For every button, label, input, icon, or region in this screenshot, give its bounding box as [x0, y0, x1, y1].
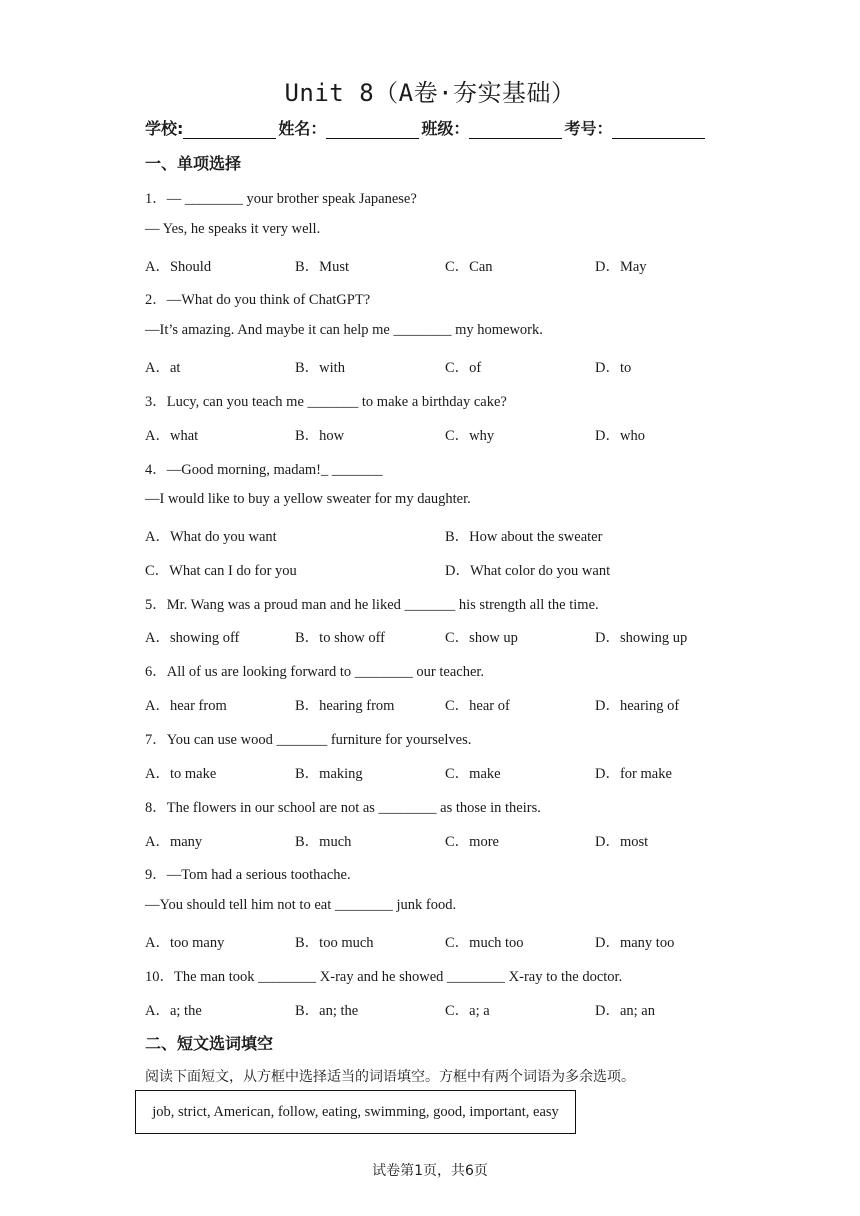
q3-option-b[interactable]: B．how: [295, 428, 345, 444]
q5-option-a[interactable]: A．showing off: [145, 630, 240, 646]
class-label: 班级：: [421, 119, 470, 138]
question-7-stem: 7．You can use wood _______ furniture for yourselves.: [145, 732, 472, 748]
q4-option-d[interactable]: D．What color do you want: [445, 563, 611, 579]
q2-option-c[interactable]: C．of: [445, 360, 482, 376]
q2-option-a[interactable]: A．at: [145, 360, 181, 376]
class-blank: [469, 122, 562, 139]
q8-option-b[interactable]: B．much: [295, 834, 352, 850]
q10-option-c[interactable]: C．a; a: [445, 1003, 490, 1019]
q2-option-d[interactable]: D．to: [595, 360, 632, 376]
q6-option-a[interactable]: A．hear from: [145, 698, 227, 714]
question-2-answer: —It’s amazing. And maybe it can help me ________ my homework.: [145, 322, 543, 338]
page-title: Unit 8（A卷·夯实基础）: [284, 79, 576, 107]
cloze-instruction: 阅读下面短文，从方框中选择适当的词语填空。方框中有两个词语为多余选项。: [145, 1069, 635, 1085]
question-10-stem: 10．The man took ________ X-ray and he showed ________ X-ray to the doctor.: [145, 969, 623, 985]
q4-option-b[interactable]: B．How about the sweater: [445, 529, 603, 545]
q2-option-b[interactable]: B．with: [295, 360, 345, 376]
q7-option-a[interactable]: A．to make: [145, 766, 217, 782]
q9-option-b[interactable]: B．too much: [295, 935, 374, 951]
word-box: [135, 1090, 576, 1134]
q1-option-d[interactable]: D．May: [595, 259, 647, 275]
q1-option-c[interactable]: C．Can: [445, 259, 493, 275]
question-5-stem: 5．Mr. Wang was a proud man and he liked _______ his strength all the time.: [145, 597, 599, 613]
q6-option-c[interactable]: C．hear of: [445, 698, 510, 714]
q1-option-b[interactable]: B．Must: [295, 259, 349, 275]
q9-option-c[interactable]: C．much too: [445, 935, 524, 951]
q8-option-d[interactable]: D．most: [595, 834, 649, 850]
q7-option-c[interactable]: C．make: [445, 766, 501, 782]
student-info-row: [145, 116, 707, 139]
q8-option-c[interactable]: C．more: [445, 834, 499, 850]
q3-option-c[interactable]: C．why: [445, 428, 495, 444]
q7-option-b[interactable]: B．making: [295, 766, 363, 782]
name-blank: [326, 122, 419, 139]
question-2-stem: 2．—What do you think of ChatGPT?: [145, 292, 371, 308]
name-label: 姓名：: [278, 119, 327, 138]
question-9-stem: 9．—Tom had a serious toothache.: [145, 867, 351, 883]
q4-option-c[interactable]: C．What can I do for you: [145, 563, 297, 579]
q10-option-b[interactable]: B．an; the: [295, 1003, 359, 1019]
q5-option-d[interactable]: D．showing up: [595, 630, 688, 646]
exam-number-label: 考号：: [564, 119, 613, 138]
q7-option-d[interactable]: D．for make: [595, 766, 672, 782]
question-3-stem: 3．Lucy, can you teach me _______ to make a birthday cake?: [145, 394, 507, 410]
word-box-text: job, strict, American, follow, eating, swimming, good, important, easy: [152, 1103, 559, 1120]
q10-option-d[interactable]: D．an; an: [595, 1003, 655, 1019]
q9-option-d[interactable]: D．many too: [595, 935, 675, 951]
question-4-stem: 4．—Good morning, madam!_ _______: [145, 462, 383, 478]
school-label: 学校:: [145, 119, 184, 138]
q6-option-b[interactable]: B．hearing from: [295, 698, 395, 714]
question-1-answer: — Yes, he speaks it very well.: [145, 221, 321, 237]
q3-option-d[interactable]: D．who: [595, 428, 645, 444]
page-footer: 试卷第1页，共6页: [372, 1163, 488, 1179]
q8-option-a[interactable]: A．many: [145, 834, 203, 850]
q10-option-a[interactable]: A．a; the: [145, 1003, 202, 1019]
exam-number-blank: [612, 122, 705, 139]
q3-option-a[interactable]: A．what: [145, 428, 199, 444]
q6-option-d[interactable]: D．hearing of: [595, 698, 680, 714]
q9-option-a[interactable]: A．too many: [145, 935, 225, 951]
question-6-stem: 6．All of us are looking forward to ________ our teacher.: [145, 664, 485, 680]
question-8-stem: 8．The flowers in our school are not as ________ as those in theirs.: [145, 800, 541, 816]
section-heading-cloze: 二、短文选词填空: [145, 1034, 274, 1053]
q5-option-b[interactable]: B．to show off: [295, 630, 385, 646]
question-4-answer: —I would like to buy a yellow sweater for my daughter.: [145, 491, 471, 507]
section-heading-single-choice: 一、单项选择: [145, 154, 242, 173]
q1-option-a[interactable]: A．Should: [145, 259, 212, 275]
school-blank: [183, 122, 276, 139]
q5-option-c[interactable]: C．show up: [445, 630, 518, 646]
question-1-stem: 1．— ________ your brother speak Japanese?: [145, 191, 417, 207]
q4-option-a[interactable]: A．What do you want: [145, 529, 277, 545]
question-9-answer: —You should tell him not to eat ________ junk food.: [145, 897, 457, 913]
